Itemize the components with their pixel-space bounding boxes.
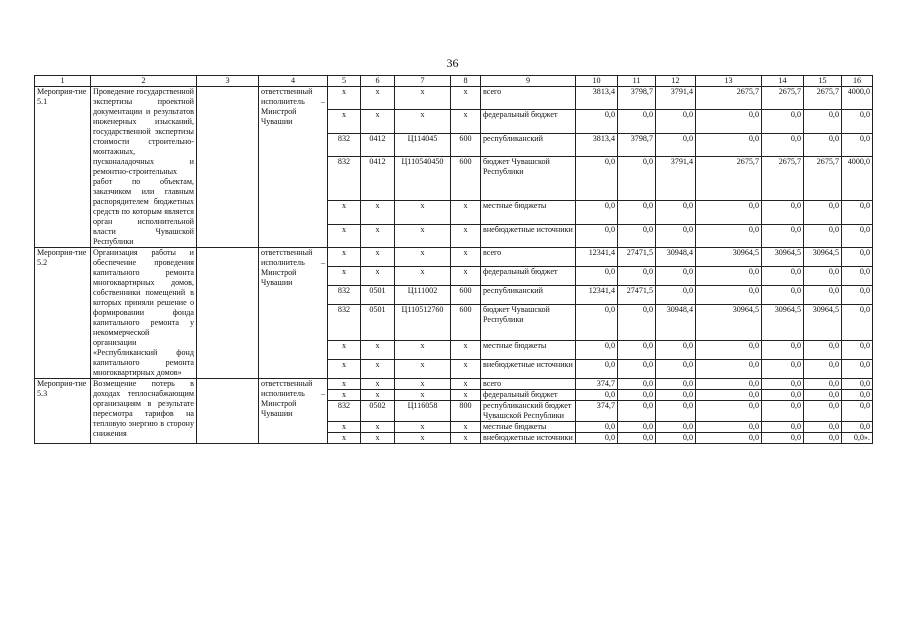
amount-cell: 0,0 (656, 110, 696, 133)
amount-cell: 0,0 (576, 360, 618, 379)
page-number: 36 (446, 56, 459, 70)
amount-cell: 0,0 (696, 390, 762, 401)
column-number-cell: 12 (656, 76, 696, 87)
code-cell: x (395, 110, 451, 133)
column-number-cell: 10 (576, 76, 618, 87)
funding-source-cell: местные бюджеты (481, 422, 576, 433)
amount-cell: 0,0 (842, 379, 873, 390)
amount-cell: 0,0 (842, 133, 873, 156)
amount-cell: 0,0 (696, 133, 762, 156)
amount-cell: 0,0 (696, 422, 762, 433)
code-cell: x (451, 224, 481, 247)
code-cell: x (328, 224, 361, 247)
code-cell: x (395, 390, 451, 401)
code-cell: x (328, 390, 361, 401)
column-number-cell: 2 (91, 76, 197, 87)
code-cell: x (451, 360, 481, 379)
code-cell: x (451, 266, 481, 285)
code-cell: x (361, 224, 395, 247)
amount-cell: 30964,5 (804, 304, 842, 340)
amount-cell: 0,0 (762, 110, 804, 133)
amount-cell: 0,0 (576, 422, 618, 433)
code-cell: 800 (451, 401, 481, 422)
funding-source-cell: всего (481, 87, 576, 110)
code-cell: 832 (328, 285, 361, 304)
amount-cell: 0,0 (762, 285, 804, 304)
code-cell: 0412 (361, 156, 395, 200)
amount-cell: 30964,5 (696, 248, 762, 267)
amount-cell: 0,0 (696, 285, 762, 304)
amount-cell: 0,0 (762, 433, 804, 444)
code-cell: x (361, 248, 395, 267)
amount-cell: 30948,4 (656, 304, 696, 340)
amount-cell: 0,0 (696, 110, 762, 133)
amount-cell: 0,0 (842, 422, 873, 433)
amount-cell: 0,0 (656, 224, 696, 247)
column-number-cell: 6 (361, 76, 395, 87)
code-cell: x (395, 266, 451, 285)
amount-cell: 0,0 (618, 360, 656, 379)
amount-cell: 0,0 (618, 304, 656, 340)
amount-cell: 3791,4 (656, 87, 696, 110)
column-number-cell: 4 (259, 76, 328, 87)
code-cell: Ц111002 (395, 285, 451, 304)
code-cell: x (328, 87, 361, 110)
amount-cell: 0,0 (842, 401, 873, 422)
amount-cell: 0,0 (618, 422, 656, 433)
column-number-cell: 15 (804, 76, 842, 87)
measure-col3-cell (197, 87, 259, 248)
amount-cell: 0,0 (804, 266, 842, 285)
amount-cell: 0,0 (842, 248, 873, 267)
amount-cell: 0,0 (762, 224, 804, 247)
code-cell: Ц114045 (395, 133, 451, 156)
amount-cell: 30964,5 (804, 248, 842, 267)
code-cell: x (361, 266, 395, 285)
code-cell: x (328, 110, 361, 133)
code-cell: x (451, 110, 481, 133)
table-row (35, 379, 873, 390)
amount-cell: 0,0 (576, 266, 618, 285)
column-number-cell: 5 (328, 76, 361, 87)
code-cell: x (328, 266, 361, 285)
code-cell: x (395, 433, 451, 444)
amount-cell: 374,7 (576, 401, 618, 422)
code-cell: 600 (451, 133, 481, 156)
code-cell: x (328, 433, 361, 444)
amount-cell: 0,0 (804, 201, 842, 224)
amount-cell: 30964,5 (696, 304, 762, 340)
amount-cell: 0,0 (576, 390, 618, 401)
amount-cell: 0,0 (842, 224, 873, 247)
code-cell: x (395, 224, 451, 247)
column-number-cell: 7 (395, 76, 451, 87)
amount-cell: 0,0 (696, 401, 762, 422)
amount-cell: 12341,4 (576, 285, 618, 304)
code-cell: x (328, 248, 361, 267)
amount-cell: 0,0 (804, 133, 842, 156)
code-cell: 0412 (361, 133, 395, 156)
column-number-cell: 16 (842, 76, 873, 87)
code-cell: x (361, 87, 395, 110)
code-cell: 600 (451, 156, 481, 200)
measure-code-cell: Мероприя-тие 5.2 (35, 248, 91, 379)
amount-cell: 0,0 (656, 201, 696, 224)
funding-source-cell: внебюджетные источники (481, 224, 576, 247)
code-cell: 600 (451, 285, 481, 304)
amount-cell: 0,0 (804, 285, 842, 304)
code-cell: x (395, 422, 451, 433)
code-cell: 0501 (361, 304, 395, 340)
amount-cell: 0,0 (762, 422, 804, 433)
code-cell: 832 (328, 156, 361, 200)
funding-source-cell: местные бюджеты (481, 341, 576, 360)
amount-cell: 0,0 (576, 341, 618, 360)
amount-cell: 0,0 (696, 433, 762, 444)
amount-cell: 0,0 (618, 379, 656, 390)
code-cell: x (451, 379, 481, 390)
amount-cell: 0,0 (842, 390, 873, 401)
amount-cell: 374,7 (576, 379, 618, 390)
amount-cell: 0,0 (618, 110, 656, 133)
amount-cell: 0,0 (696, 341, 762, 360)
amount-cell: 0,0 (696, 201, 762, 224)
amount-cell: 4000,0 (842, 87, 873, 110)
code-cell: x (328, 422, 361, 433)
amount-cell: 0,0 (618, 433, 656, 444)
amount-cell: 3791,4 (656, 156, 696, 200)
code-cell: x (395, 360, 451, 379)
code-cell: x (361, 379, 395, 390)
amount-cell: 0,0 (656, 379, 696, 390)
funding-source-cell: бюджет Чувашской Республики (481, 156, 576, 200)
amount-cell: 0,0 (576, 110, 618, 133)
code-cell: x (328, 201, 361, 224)
column-number-cell: 13 (696, 76, 762, 87)
code-cell: x (361, 433, 395, 444)
amount-cell: 0,0 (696, 224, 762, 247)
funding-source-cell: федеральный бюджет (481, 266, 576, 285)
code-cell: Ц110540450 (395, 156, 451, 200)
amount-cell: 0,0 (762, 401, 804, 422)
amount-cell: 2675,7 (804, 156, 842, 200)
code-cell: x (361, 360, 395, 379)
amount-cell: 0,0 (656, 390, 696, 401)
code-cell: x (451, 390, 481, 401)
code-cell: x (451, 341, 481, 360)
amount-cell: 0,0 (576, 304, 618, 340)
amount-cell: 0,0 (762, 201, 804, 224)
budget-table (34, 75, 873, 444)
amount-cell: 0,0 (842, 304, 873, 340)
code-cell: x (395, 379, 451, 390)
amount-cell: 30964,5 (762, 304, 804, 340)
amount-cell: 0,0 (762, 133, 804, 156)
amount-cell: 0,0 (656, 360, 696, 379)
funding-source-cell: местные бюджеты (481, 201, 576, 224)
amount-cell: 0,0 (762, 360, 804, 379)
amount-cell: 0,0 (656, 433, 696, 444)
code-cell: x (361, 201, 395, 224)
amount-cell: 4000,0 (842, 156, 873, 200)
amount-cell: 0,0 (656, 341, 696, 360)
measure-code-cell: Мероприя-тие 5.1 (35, 87, 91, 248)
funding-source-cell: федеральный бюджет (481, 110, 576, 133)
measure-name-cell: Организация работы и обеспечение проведения капитального ремонта многоквартирных домов, собственники помещений в которых приняли решение о формировании фонда капитального ремонта у некоммерческой организации «Республиканский фонд капитального ремонта многоквартирных домов» (91, 248, 197, 379)
column-number-cell: 8 (451, 76, 481, 87)
column-number-cell: 11 (618, 76, 656, 87)
header-row (35, 76, 873, 87)
code-cell: x (361, 390, 395, 401)
amount-cell: 0,0 (618, 341, 656, 360)
funding-source-cell: внебюджетные источники (481, 360, 576, 379)
code-cell: 832 (328, 133, 361, 156)
amount-cell: 0,0 (656, 401, 696, 422)
code-cell: x (361, 110, 395, 133)
amount-cell: 3813,4 (576, 87, 618, 110)
funding-source-cell: республиканский (481, 285, 576, 304)
amount-cell: 2675,7 (696, 87, 762, 110)
amount-cell: 0,0 (762, 379, 804, 390)
table-row (35, 87, 873, 110)
amount-cell: 0,0 (762, 390, 804, 401)
amount-cell: 0,0 (656, 285, 696, 304)
amount-cell: 0,0 (842, 360, 873, 379)
amount-cell: 0,0 (618, 201, 656, 224)
amount-cell: 0,0 (576, 201, 618, 224)
amount-cell: 0,0 (804, 341, 842, 360)
amount-cell: 27471,5 (618, 285, 656, 304)
amount-cell: 0,0 (804, 379, 842, 390)
amount-cell: 0,0 (804, 224, 842, 247)
code-cell: 0501 (361, 285, 395, 304)
funding-source-cell: всего (481, 248, 576, 267)
code-cell: x (451, 87, 481, 110)
amount-cell: 3798,7 (618, 133, 656, 156)
amount-cell: 0,0 (618, 266, 656, 285)
code-cell: 0502 (361, 401, 395, 422)
amount-cell: 0,0 (696, 360, 762, 379)
column-number-cell: 3 (197, 76, 259, 87)
executor-cell: ответственный исполнитель – Минстрой Чувашии (259, 87, 328, 248)
amount-cell: 0,0 (804, 433, 842, 444)
code-cell: x (451, 201, 481, 224)
code-cell: x (328, 341, 361, 360)
code-cell: x (451, 422, 481, 433)
amount-cell: 0,0 (576, 433, 618, 444)
amount-cell: 0,0 (696, 379, 762, 390)
measure-name-cell: Возмещение потерь в доходах теплоснабжающим организациям в результате пересмотра тарифов на тепловую энергию в сторону снижения (91, 379, 197, 444)
funding-source-cell: республиканский бюджет Чувашской Республики (481, 401, 576, 422)
amount-cell: 0,0 (842, 285, 873, 304)
amount-cell: 0,0 (696, 266, 762, 285)
column-number-cell: 1 (35, 76, 91, 87)
code-cell: x (361, 422, 395, 433)
column-number-cell: 14 (762, 76, 804, 87)
amount-cell: 27471,5 (618, 248, 656, 267)
measure-code-cell: Мероприя-тие 5.3 (35, 379, 91, 444)
amount-cell: 0,0 (656, 422, 696, 433)
executor-cell: ответственный исполнитель – Минстрой Чувашии (259, 248, 328, 379)
code-cell: x (395, 87, 451, 110)
amount-cell: 0,0 (618, 390, 656, 401)
measure-name-cell: Проведение государственной экспертизы проектной документации и результатов инженерных изысканий, государственной экспертизы стоимости строительно-монтажных, пусконаладочных и ремонтно-строительных работ по объектам, заказчиком или главным распорядителем бюджетных средств по которым является орган исполнительной власти Чувашской Республики (91, 87, 197, 248)
amount-cell: 12341,4 (576, 248, 618, 267)
code-cell: x (395, 201, 451, 224)
amount-cell: 0,0 (618, 156, 656, 200)
amount-cell: 2675,7 (804, 87, 842, 110)
executor-cell: ответственный исполнитель – Минстрой Чувашии (259, 379, 328, 444)
table-row (35, 248, 873, 267)
amount-cell: 2675,7 (696, 156, 762, 200)
amount-cell: 0,0 (576, 156, 618, 200)
code-cell: x (451, 433, 481, 444)
measure-col3-cell (197, 248, 259, 379)
amount-cell: 0,0 (762, 341, 804, 360)
code-cell: Ц110512760 (395, 304, 451, 340)
amount-cell: 30964,5 (762, 248, 804, 267)
amount-cell: 0,0 (804, 422, 842, 433)
amount-cell: 0,0 (618, 401, 656, 422)
funding-source-cell: федеральный бюджет (481, 390, 576, 401)
amount-cell: 0,0 (656, 266, 696, 285)
amount-cell: 0,0 (842, 201, 873, 224)
amount-cell: 2675,7 (762, 87, 804, 110)
code-cell: x (328, 360, 361, 379)
code-cell: 832 (328, 304, 361, 340)
code-cell: x (395, 248, 451, 267)
amount-cell: 0,0 (804, 401, 842, 422)
amount-cell: 0,0 (804, 360, 842, 379)
amount-cell: 3813,4 (576, 133, 618, 156)
amount-cell: 0,0 (842, 341, 873, 360)
funding-source-cell: внебюджетные источники (481, 433, 576, 444)
amount-cell: 0,0». (842, 433, 873, 444)
funding-source-cell: бюджет Чувашской Республики (481, 304, 576, 340)
code-cell: 600 (451, 304, 481, 340)
amount-cell: 3798,7 (618, 87, 656, 110)
amount-cell: 0,0 (762, 266, 804, 285)
amount-cell: 0,0 (656, 133, 696, 156)
code-cell: 832 (328, 401, 361, 422)
amount-cell: 0,0 (618, 224, 656, 247)
funding-source-cell: всего (481, 379, 576, 390)
amount-cell: 30948,4 (656, 248, 696, 267)
funding-source-cell: республиканский (481, 133, 576, 156)
code-cell: x (361, 341, 395, 360)
measure-col3-cell (197, 379, 259, 444)
code-cell: Ц116058 (395, 401, 451, 422)
table-body (35, 76, 873, 444)
amount-cell: 0,0 (842, 110, 873, 133)
code-cell: x (395, 341, 451, 360)
code-cell: x (451, 248, 481, 267)
amount-cell: 0,0 (842, 266, 873, 285)
amount-cell: 0,0 (576, 224, 618, 247)
amount-cell: 2675,7 (762, 156, 804, 200)
code-cell: x (328, 379, 361, 390)
amount-cell: 0,0 (804, 390, 842, 401)
column-number-cell: 9 (481, 76, 576, 87)
amount-cell: 0,0 (804, 110, 842, 133)
